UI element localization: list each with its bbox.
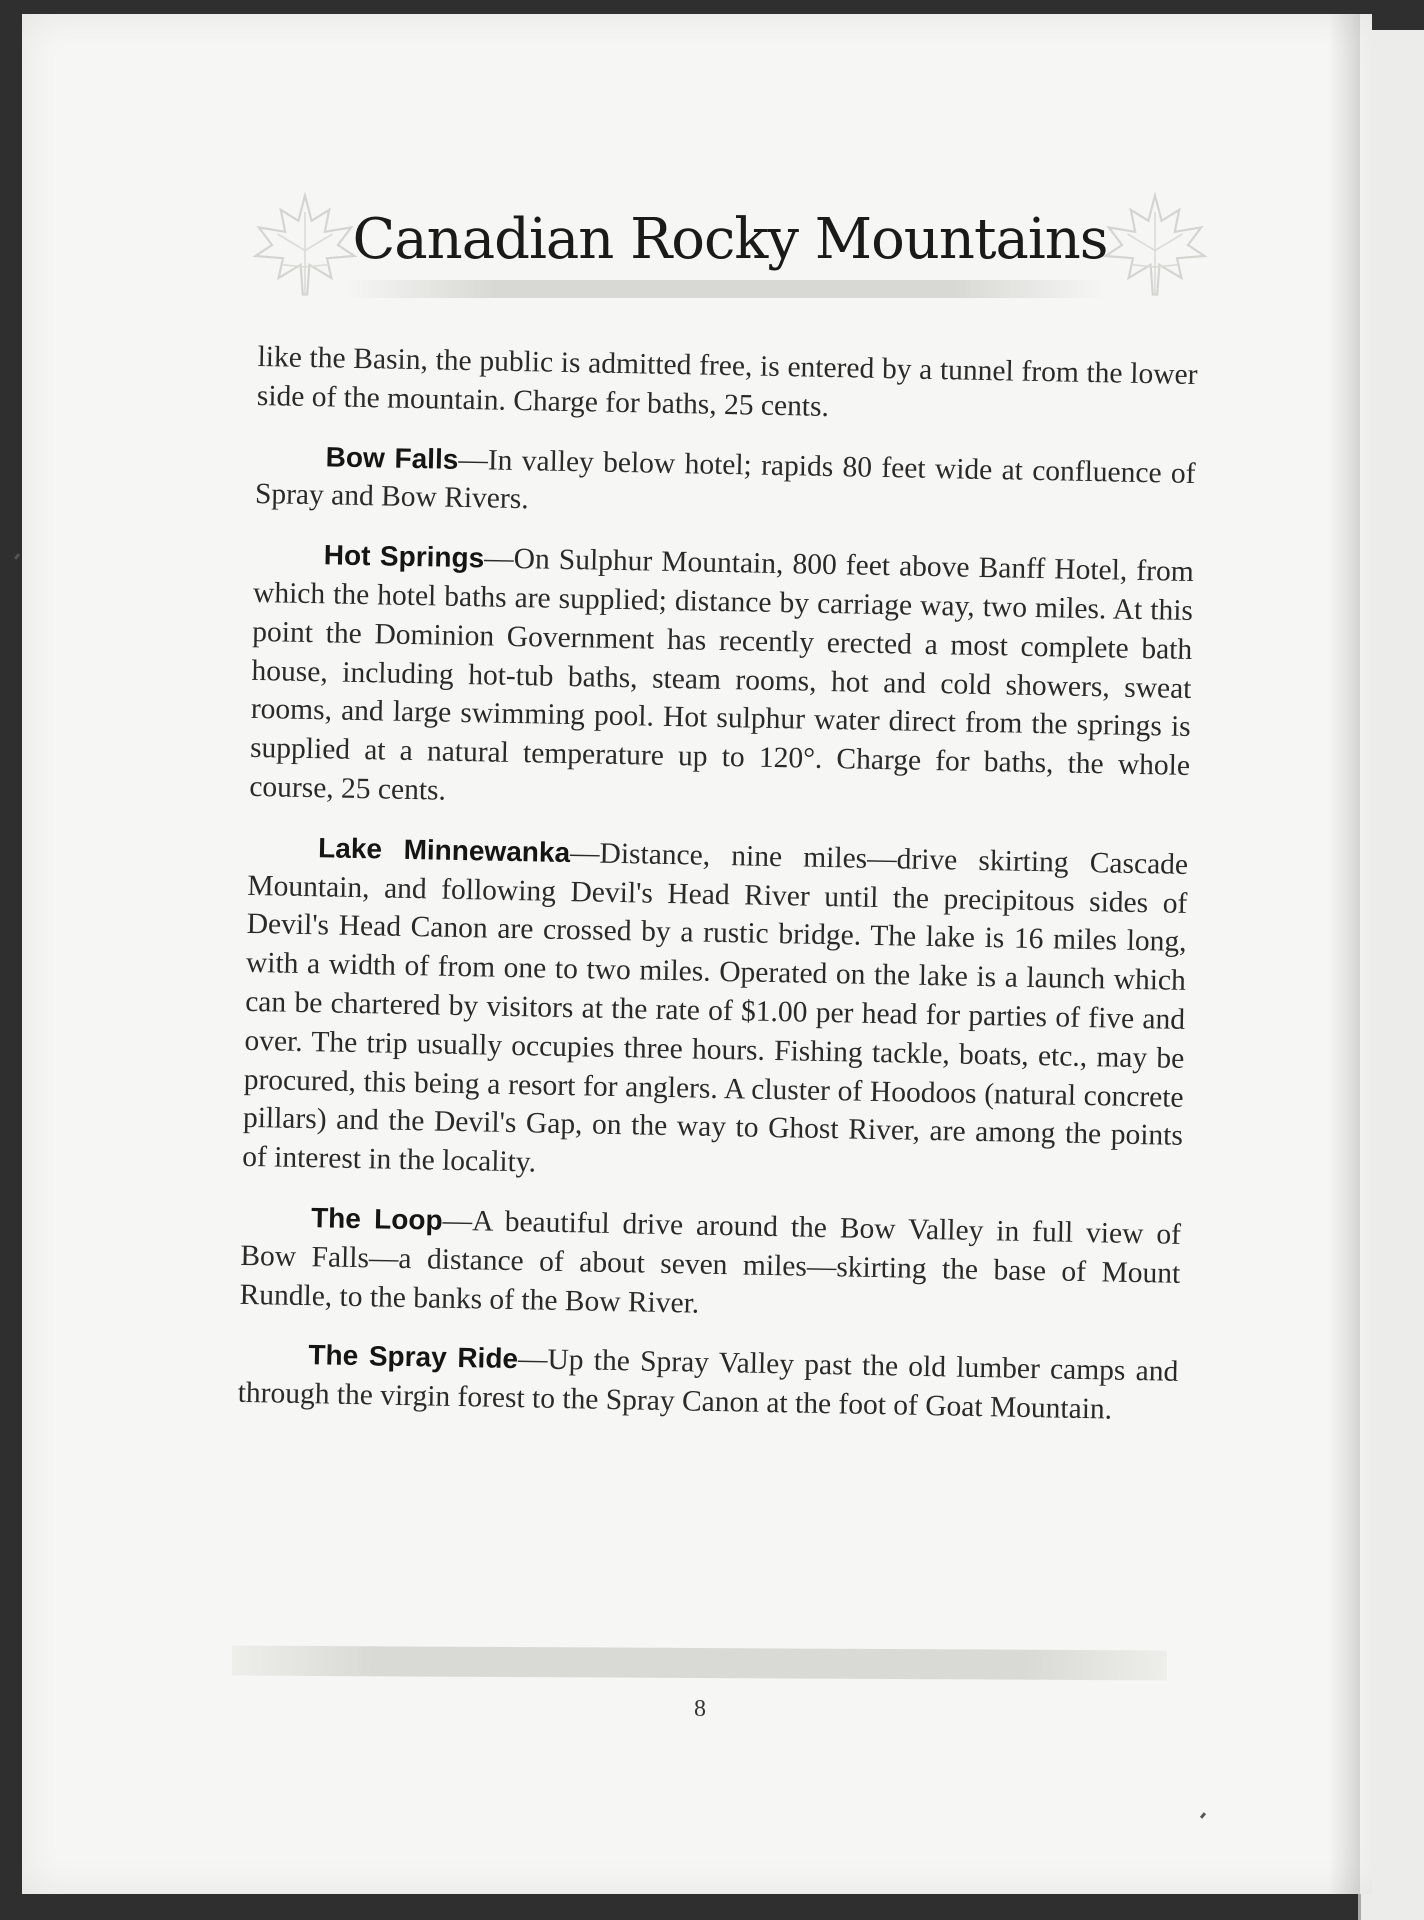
paragraph-heading: The Spray Ride [308, 1339, 519, 1375]
paragraph-spray-ride [237, 1335, 1178, 1431]
paragraph-text: —Distance, nine miles—drive skirting Cascade Mountain, and following Devil's Head River until the precipitous sides of Devil's Head Canon are crossed by a rustic bridge. The lake is 16 miles long, with a width of from one to two miles. Operated on the lake is a launch which can be chartered by visitors at the rate of $1.00 per head for parties of five and over. The trip usually occupies three hours. Fishing tackle, boats, etc., may be procured, this being a resort for anglers. A cluster of Hoodoos (natural concrete pillars) and the Devil's Gap, on the way to Ghost River, are among the points of interest in the locality. [241, 836, 1189, 1179]
paragraph-text: like the Basin, the public is admitted free, is entered by a tunnel from the lower side of the mountain. Charge for baths, 25 cents. [256, 340, 1198, 423]
paragraph-hot-springs [249, 535, 1194, 825]
footer-ornament-band [232, 1646, 1167, 1681]
paragraph-text: —On Sulphur Mountain, 800 feet above Banff Hotel, from which the hotel baths are supplied; distance by carriage way, two miles. At this point the Dominion Government has recently erected a most complete bath house, including hot-tub baths, steam rooms, hot and cold showers, sweat rooms, and large swimming pool. Hot sulphur water direct from the springs is supplied at a natural temperature up to 120°. Charge for baths, the whole course, 25 cents. [249, 542, 1194, 807]
paragraph-basin-continued [257, 338, 1198, 434]
maple-leaf-icon [1100, 190, 1210, 300]
paragraph-heading: The Loop [310, 1202, 443, 1236]
paper-speck [14, 553, 20, 560]
gutter-shadow [1328, 14, 1360, 1894]
running-title: Canadian Rocky Mountains [352, 207, 1108, 272]
paragraph-the-loop [239, 1198, 1181, 1332]
paragraph-heading: Lake Minnewanka [317, 832, 571, 868]
page-header [250, 190, 1210, 310]
page-number: 8 [694, 1696, 706, 1722]
page-body [237, 338, 1198, 1452]
paragraph-heading: Hot Springs [323, 539, 485, 574]
paragraph-lake-minnewanka [242, 828, 1189, 1195]
paragraph-text: —In valley below hotel; rapids 80 feet wide at confluence of Spray and Bow Rivers. [254, 443, 1196, 516]
paragraph-text: —A beautiful drive around the Bow Valley in full view of Bow Falls—a distance of about seven miles—skirting the base of Mount Rundle, to the banks of the Bow River. [239, 1204, 1182, 1320]
paragraph-bow-falls [255, 437, 1196, 533]
paragraph-heading: Bow Falls [325, 440, 459, 475]
paragraph-text: —Up the Spray Valley past the old lumber camps and through the virgin forest to the Spray Canon at the foot of Goat Mountain. [237, 1343, 1179, 1426]
